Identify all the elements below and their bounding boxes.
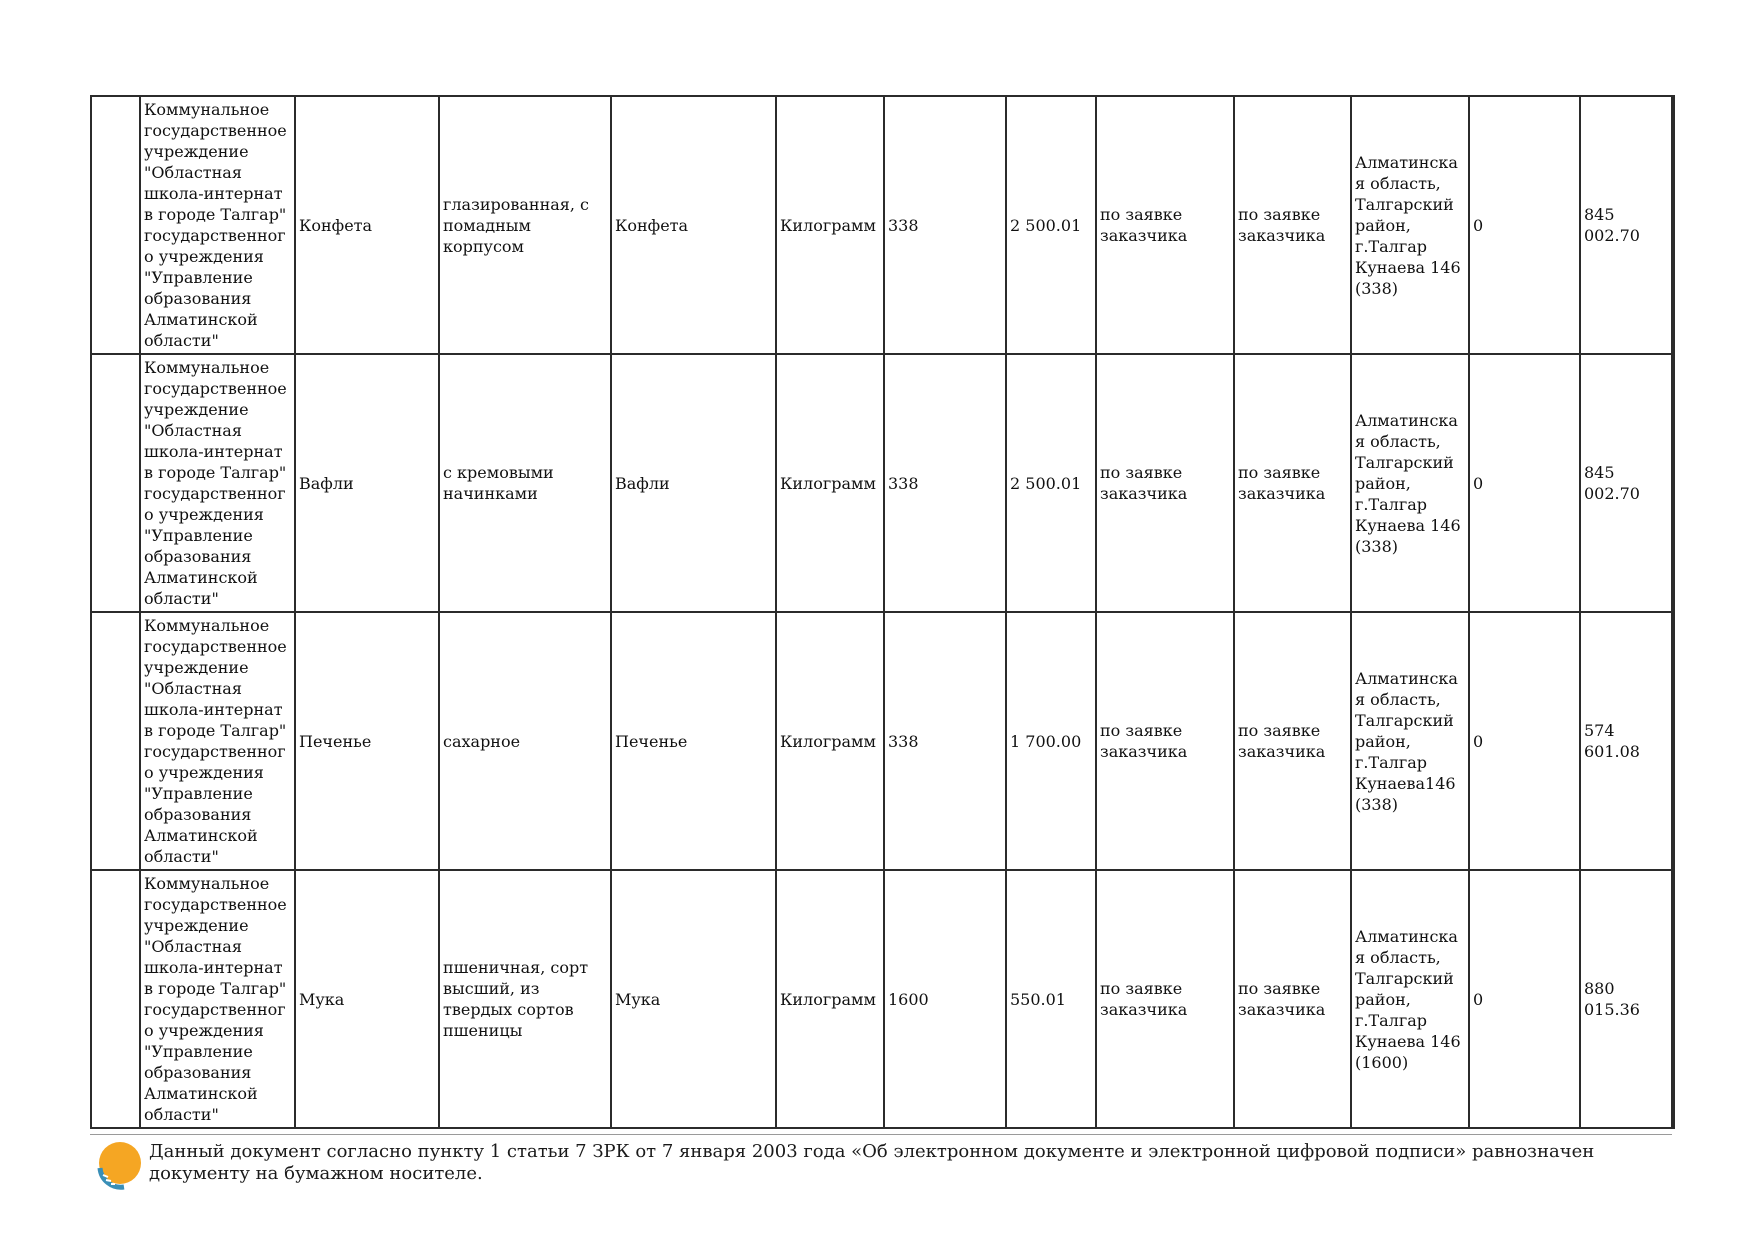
cell-unit: Килограмм: [776, 870, 884, 1128]
cell-price: 1 700.00: [1006, 612, 1096, 870]
cell-advance: 0: [1469, 870, 1580, 1128]
cell-number: [91, 612, 140, 870]
cell-delivery-place: Алматинская область, Талгарский район, г.Талгар Кунаева 146 (1600): [1351, 870, 1469, 1128]
cell-number: [91, 870, 140, 1128]
cell-characteristic: сахарное: [439, 612, 611, 870]
cell-delivery-conditions: по заявке заказчика: [1234, 870, 1351, 1128]
cell-delivery-conditions: по заявке заказчика: [1234, 612, 1351, 870]
cell-number: [91, 96, 140, 354]
cell-item-name: Мука: [295, 870, 439, 1128]
cell-delivery-place: Алматинская область, Талгарский район, г.Талгар Кунаева146 (338): [1351, 612, 1469, 870]
cell-price: 2 500.01: [1006, 354, 1096, 612]
cell-extra-name: Мука: [611, 870, 776, 1128]
cell-price: 2 500.01: [1006, 96, 1096, 354]
cell-customer: Коммунальное государственное учреждение "Областная школа-интернат в городе Талгар" государственного учреждения "Управление образования Алматинской области": [140, 612, 295, 870]
cell-extra-name: Печенье: [611, 612, 776, 870]
cell-customer: Коммунальное государственное учреждение "Областная школа-интернат в городе Талгар" государственного учреждения "Управление образования Алматинской области": [140, 354, 295, 612]
cell-characteristic: глазированная, с помадным корпусом: [439, 96, 611, 354]
footer: [92, 1140, 1672, 1200]
cell-item-name: Конфета: [295, 96, 439, 354]
cell-delivery-term: по заявке заказчика: [1096, 96, 1234, 354]
cell-amount: 845 002.70: [1580, 96, 1673, 354]
cell-amount: 880 015.36: [1580, 870, 1673, 1128]
cell-item-name: Вафли: [295, 354, 439, 612]
legal-notice: Данный документ согласно пункту 1 статьи 7 ЗРК от 7 января 2003 года «Об электронном документе и электронной цифровой подписи» равнозначен документу на бумажном носителе.: [149, 1141, 1595, 1184]
cell-customer: Коммунальное государственное учреждение "Областная школа-интернат в городе Талгар" государственного учреждения "Управление образования Алматинской области": [140, 96, 295, 354]
table-row: [91, 870, 1673, 1128]
cell-delivery-term: по заявке заказчика: [1096, 870, 1234, 1128]
cell-delivery-place: Алматинская область, Талгарский район, г.Талгар Кунаева 146 (338): [1351, 96, 1469, 354]
procurement-table: [90, 95, 1675, 1129]
cell-advance: 0: [1469, 612, 1580, 870]
table-row: [91, 354, 1673, 612]
cell-delivery-conditions: по заявке заказчика: [1234, 96, 1351, 354]
cell-extra-name: Конфета: [611, 96, 776, 354]
cell-delivery-term: по заявке заказчика: [1096, 612, 1234, 870]
cell-delivery-place: Алматинская область, Талгарский район, г.Талгар Кунаева 146 (338): [1351, 354, 1469, 612]
cell-quantity: 338: [884, 96, 1006, 354]
egov-logo-icon: [94, 1140, 142, 1190]
cell-unit: Килограмм: [776, 96, 884, 354]
cell-characteristic: пшеничная, сорт высший, из твердых сортов пшеницы: [439, 870, 611, 1128]
cell-advance: 0: [1469, 96, 1580, 354]
cell-price: 550.01: [1006, 870, 1096, 1128]
table-row: [91, 96, 1673, 354]
footer-divider: [90, 1134, 1672, 1135]
cell-unit: Килограмм: [776, 612, 884, 870]
cell-delivery-conditions: по заявке заказчика: [1234, 354, 1351, 612]
cell-unit: Килограмм: [776, 354, 884, 612]
cell-amount: 574 601.08: [1580, 612, 1673, 870]
cell-advance: 0: [1469, 354, 1580, 612]
cell-customer: Коммунальное государственное учреждение "Областная школа-интернат в городе Талгар" государственного учреждения "Управление образования Алматинской области": [140, 870, 295, 1128]
cell-quantity: 338: [884, 612, 1006, 870]
cell-extra-name: Вафли: [611, 354, 776, 612]
cell-amount: 845 002.70: [1580, 354, 1673, 612]
cell-delivery-term: по заявке заказчика: [1096, 354, 1234, 612]
cell-characteristic: с кремовыми начинками: [439, 354, 611, 612]
cell-item-name: Печенье: [295, 612, 439, 870]
cell-quantity: 1600: [884, 870, 1006, 1128]
table-row: [91, 612, 1673, 870]
cell-number: [91, 354, 140, 612]
cell-quantity: 338: [884, 354, 1006, 612]
